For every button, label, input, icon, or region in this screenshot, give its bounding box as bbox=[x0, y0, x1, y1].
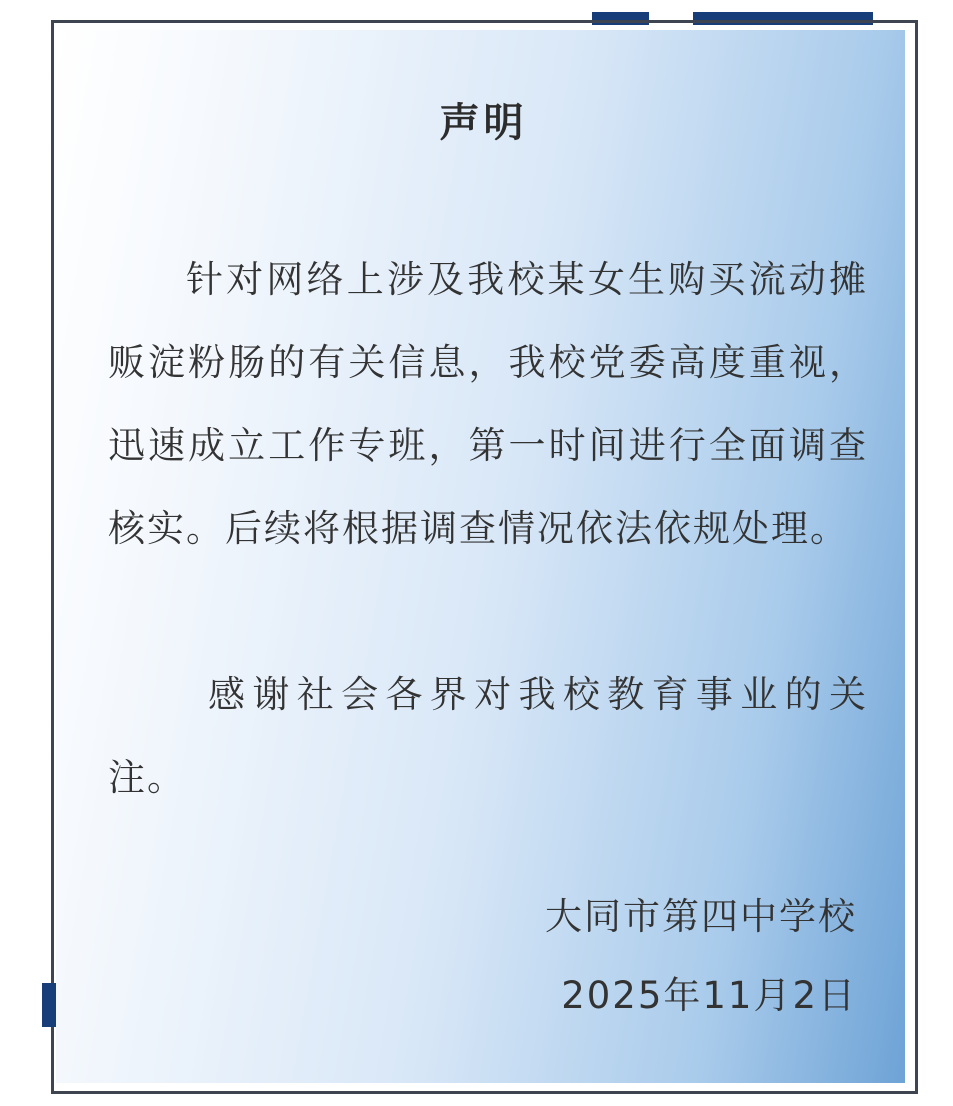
left-accent-bar bbox=[42, 983, 56, 1027]
statement-title: 声明 bbox=[439, 100, 528, 146]
signature-date: 2025年11月2日 bbox=[561, 974, 857, 1017]
statement-paragraph-2: 感谢社会各界对我校教育事业的关注。 bbox=[108, 673, 868, 799]
statement-paragraph-1: 针对网络上涉及我校某女生购买流动摊贩淀粉肠的有关信息，我校党委高度重视，迅速成立工作专班，第一时间进行全面调查核实。后续将根据调查情况依法依规处理。 bbox=[108, 258, 868, 550]
signature-organization: 大同市第四中学校 bbox=[545, 895, 857, 938]
